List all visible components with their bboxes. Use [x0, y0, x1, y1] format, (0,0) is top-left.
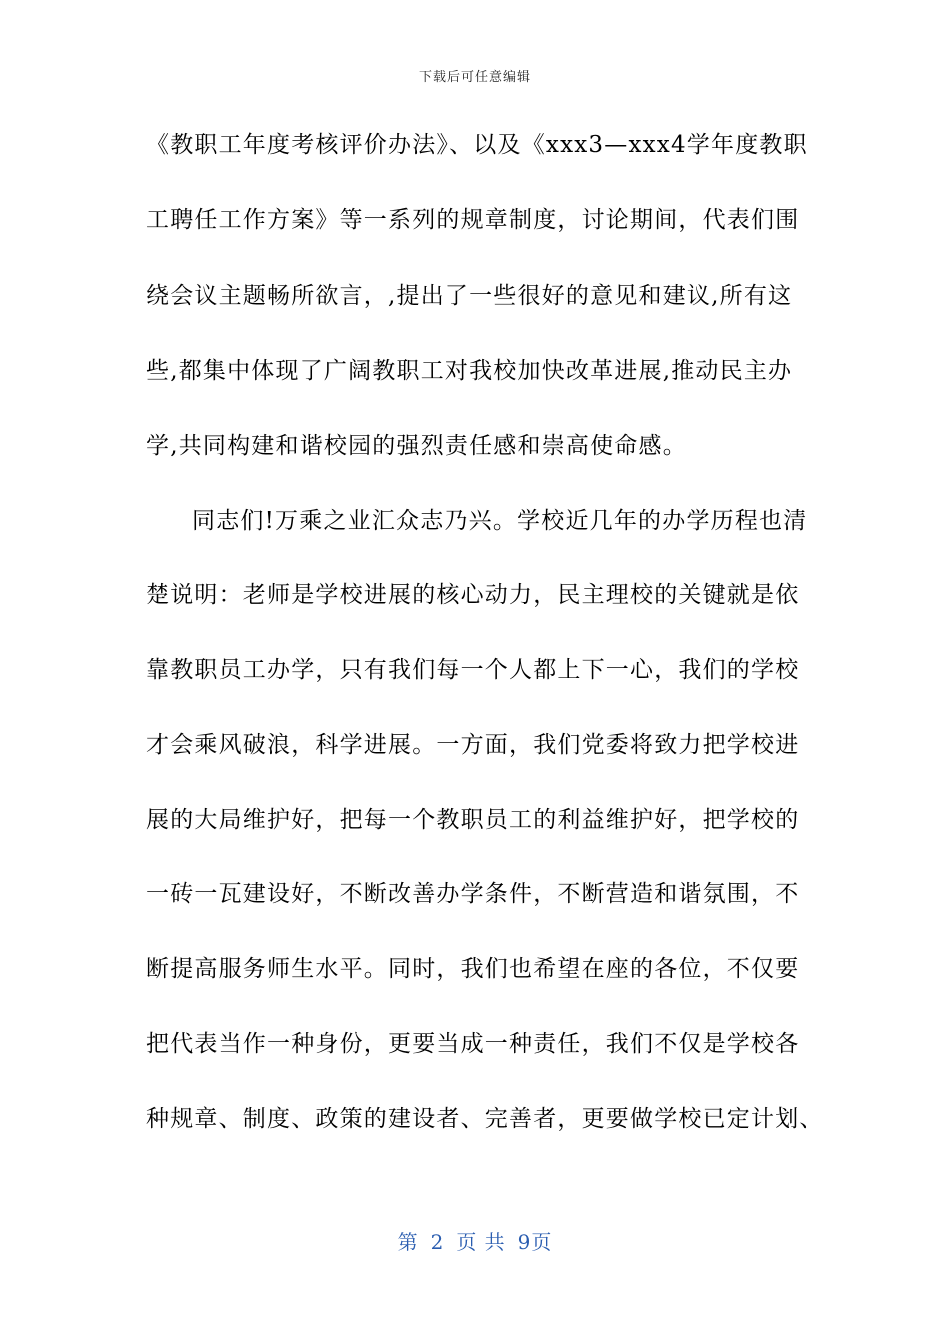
footer-mid: 页 共 — [456, 1230, 506, 1254]
text-line: 才会乘风破浪，科学进展。一方面，我们党委将致力把学校进 — [146, 732, 800, 758]
paragraph-first-line: 同志们!万乘之业汇众志乃兴。学校近几年的办学历程也清 — [192, 508, 808, 534]
page-header: 下载后可任意编辑 — [418, 70, 531, 85]
text-line: 展的大局维护好，把每一个教职员工的利益维护好，把学校的 — [146, 807, 800, 833]
text-line: 靠教职员工办学，只有我们每一个人都上下一心，我们的学校 — [146, 657, 800, 683]
text-line: 绕会议主题畅所欲言，,提出了一些很好的意见和建议,所有这 — [146, 283, 793, 309]
text-line: 《教职工年度考核评价办法》、以及《xxx3—xxx4学年度教职 — [146, 132, 808, 158]
text-line: 工聘任工作方案》等一系列的规章制度，讨论期间，代表们围 — [146, 207, 800, 233]
text-line: 学,共同构建和谐校园的强烈责任感和崇高使命感。 — [146, 433, 687, 459]
text-line: 些,都集中体现了广阔教职工对我校加快改革进展,推动民主办 — [146, 358, 793, 384]
footer-prefix: 第 — [397, 1230, 419, 1254]
page-total: 9页 — [517, 1230, 553, 1254]
text-line: 把代表当作一种身份，更要当成一种责任，我们不仅是学校各 — [146, 1031, 800, 1057]
text-line: 断提高服务师生水平。同时，我们也希望在座的各位，不仅要 — [146, 956, 800, 982]
text-line: 楚说明：老师是学校进展的核心动力，民主理校的关键就是依 — [146, 582, 800, 608]
text-line: 一砖一瓦建设好，不断改善办学条件，不断营造和谐氛围，不 — [146, 881, 800, 907]
text-line: 种规章、制度、政策的建设者、完善者，更要做学校已定计划、 — [146, 1106, 824, 1132]
page-footer — [0, 1226, 950, 1255]
page-number: 2 — [430, 1230, 445, 1254]
